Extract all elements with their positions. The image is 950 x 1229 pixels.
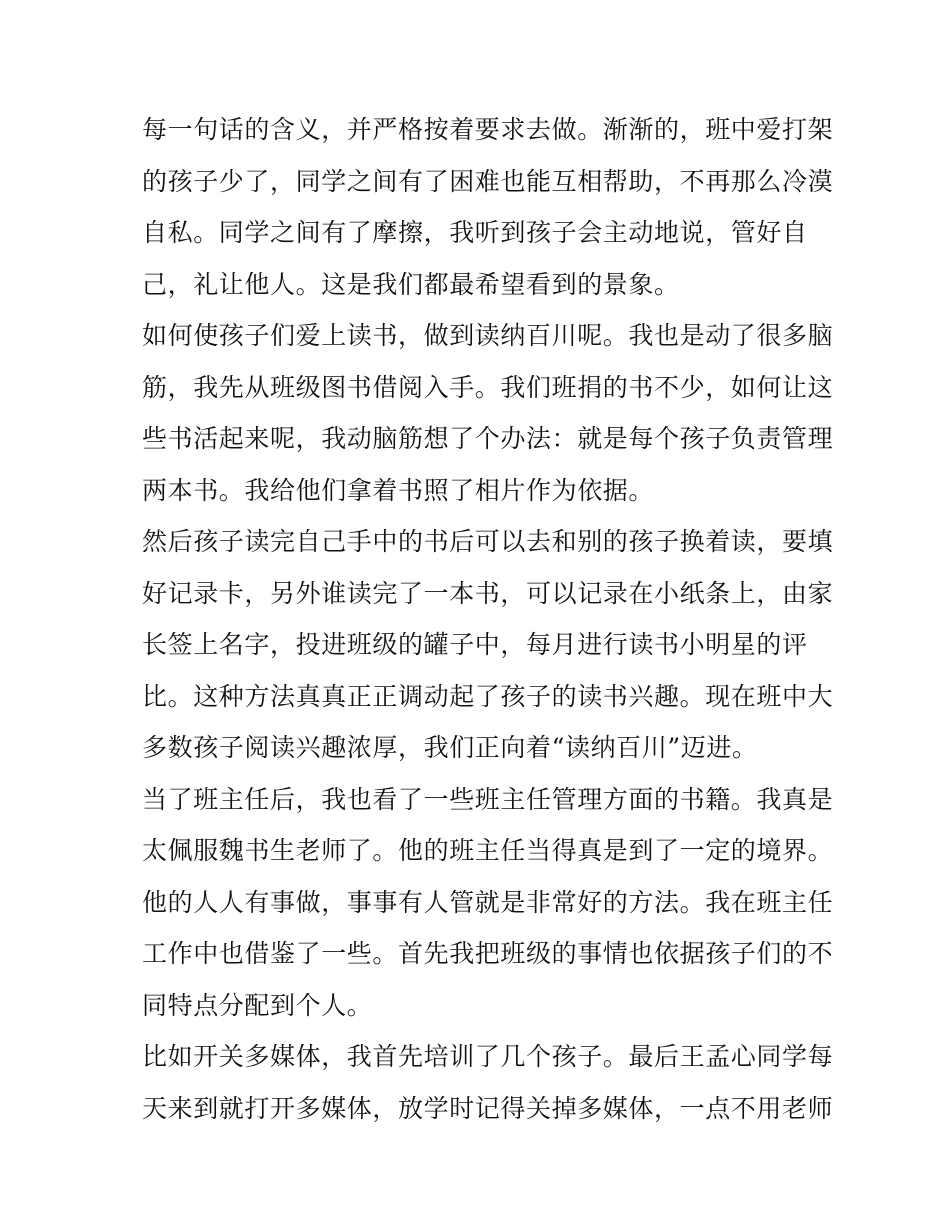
text-line: 己，礼让他人。这是我们都最希望看到的景象。 xyxy=(142,269,680,299)
text-line: 筋，我先从班级图书借阅入手。我们班捐的书不少，如何让这 xyxy=(142,372,834,402)
text-line: 好记录卡，另外谁读完了一本书，可以记录在小纸条上，由家 xyxy=(142,578,834,608)
text-line: 比如开关多媒体，我首先培训了几个孩子。最后王孟心同学每 xyxy=(142,1042,834,1071)
text-line: 工作中也借鉴了一些。首先我把班级的事情也依据孩子们的不 xyxy=(142,939,834,968)
text-line: 两本书。我给他们拿着书照了相片作为依据。 xyxy=(142,475,655,505)
text-line: 的孩子少了，同学之间有了困难也能互相帮助，不再那么冷漠 xyxy=(142,166,834,196)
text-line: 些书活起来呢，我动脑筋想了个办法：就是每个孩子负责管理 xyxy=(142,424,834,453)
text-line: 自私。同学之间有了摩擦，我听到孩子会主动地说，管好自 xyxy=(142,218,808,247)
text-line: 当了班主任后，我也看了一些班主任管理方面的书籍。我真是 xyxy=(142,784,834,814)
text-line: 如何使孩子们爱上读书，做到读纳百川呢。我也是动了很多脑 xyxy=(142,321,834,350)
text-line: 同特点分配到个人。 xyxy=(142,990,373,1020)
text-line: 太佩服魏书生老师了。他的班主任当得真是到了一定的境界。 xyxy=(142,836,834,865)
text-line: 然后孩子读完自己手中的书后可以去和别的孩子换着读，要填 xyxy=(142,527,834,556)
text-line: 多数孩子阅读兴趣浓厚，我们正向着“读纳百川”迈进。 xyxy=(142,733,758,762)
document-body xyxy=(142,104,834,1134)
text-line: 他的人人有事做，事事有人管就是非常好的方法。我在班主任 xyxy=(142,887,834,917)
text-line: 长签上名字，投进班级的罐子中，每月进行读书小明星的评 xyxy=(142,630,808,659)
text-line: 天来到就打开多媒体，放学时记得关掉多媒体，一点不用老师 xyxy=(142,1093,834,1123)
text-line: 每一句话的含义，并严格按着要求去做。渐渐的，班中爱打架 xyxy=(142,115,834,144)
text-line: 比。这种方法真真正正调动起了孩子的读书兴趣。现在班中大 xyxy=(142,681,834,711)
